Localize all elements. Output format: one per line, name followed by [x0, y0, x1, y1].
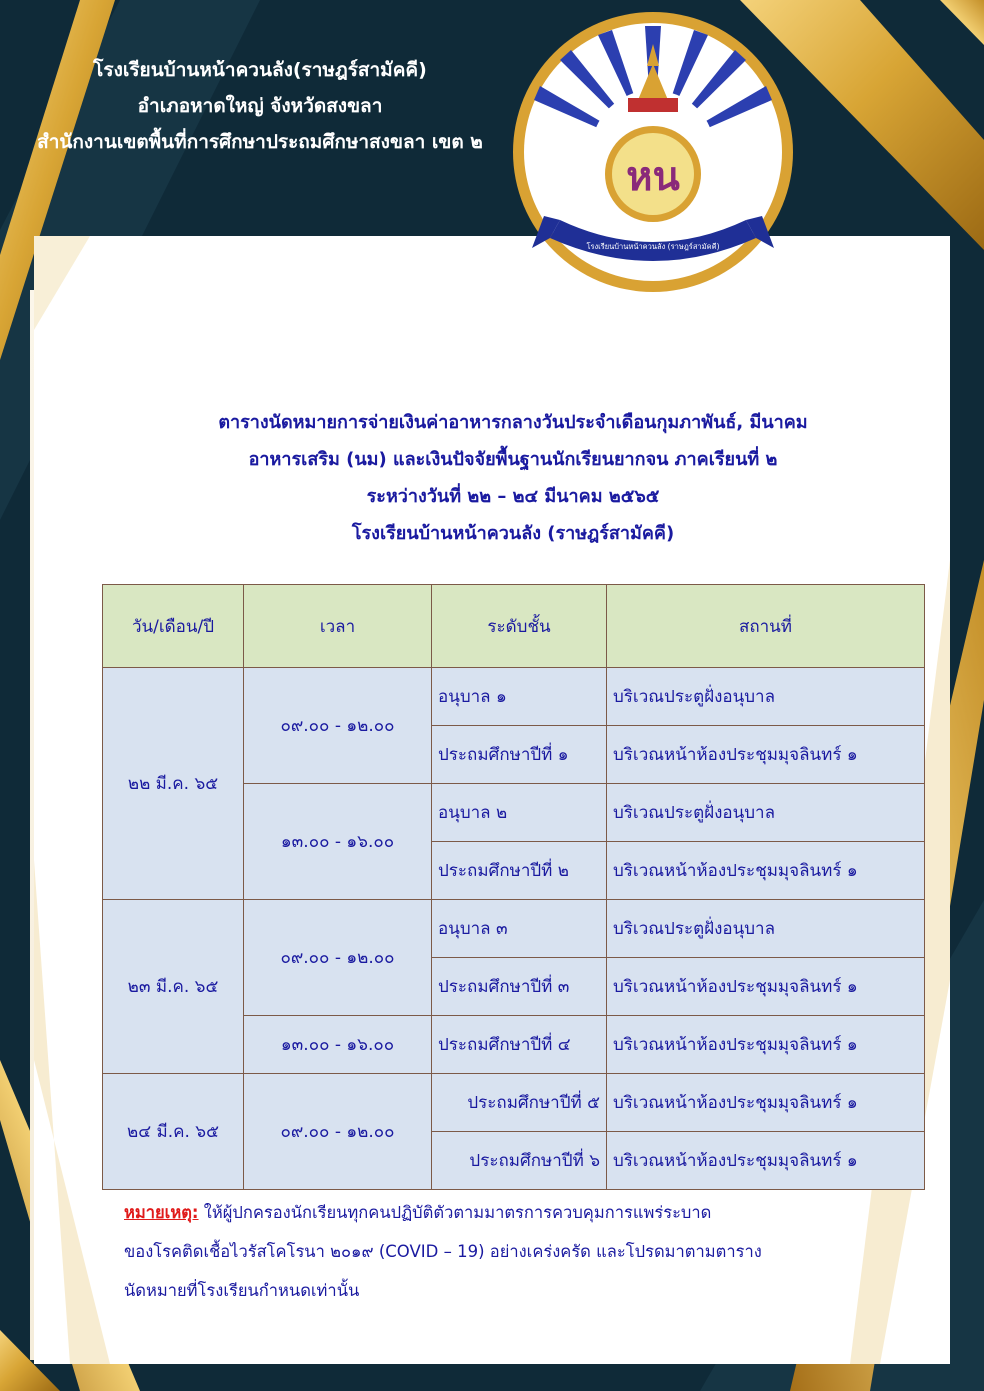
table-header-row	[103, 585, 925, 668]
place-cell: บริเวณหน้าห้องประชุมมุจลินทร์ ๑	[607, 1132, 925, 1190]
district-name: อำเภอหาดใหญ่ จังหวัดสงขลา	[137, 95, 383, 117]
time-cell: ๐๙.๐๐ - ๑๒.๐๐	[244, 668, 432, 784]
level-cell: ประถมศึกษาปีที่ ๕	[432, 1074, 607, 1132]
time-cell: ๑๓.๐๐ - ๑๖.๐๐	[244, 784, 432, 900]
level-cell: ประถมศึกษาปีที่ ๖	[432, 1132, 607, 1190]
place-cell: บริเวณหน้าห้องประชุมมุจลินทร์ ๑	[607, 1074, 925, 1132]
date-cell: ๒๒ มี.ค. ๖๕	[103, 668, 244, 900]
logo-ribbon-text: โรงเรียนบ้านหน้าควนลัง (ราษฎร์สามัคคี)	[586, 242, 720, 251]
title-line-4: โรงเรียนบ้านหน้าควนลัง (ราษฎร์สามัคคี)	[351, 523, 675, 544]
table-row	[103, 1074, 925, 1132]
place-cell: บริเวณหน้าห้องประชุมมุจลินทร์ ๑	[607, 1016, 925, 1074]
header	[0, 52, 520, 160]
note-line-1	[124, 1193, 914, 1232]
level-cell: ประถมศึกษาปีที่ ๓	[432, 958, 607, 1016]
title-line-1: ตารางนัดหมายการจ่ายเงินค่าอาหารกลางวันประจำเดือนกุมภาพันธ์, มีนาคม	[218, 412, 808, 433]
place-cell: บริเวณหน้าห้องประชุมมุจลินทร์ ๑	[607, 726, 925, 784]
time-cell: ๑๓.๐๐ - ๑๖.๐๐	[244, 1016, 432, 1074]
note	[124, 1193, 914, 1310]
table-row	[103, 900, 925, 958]
place-cell: บริเวณประตูฝั่งอนุบาล	[607, 668, 925, 726]
place-cell: บริเวณประตูฝั่งอนุบาล	[607, 900, 925, 958]
header-date: วัน/เดือน/ปี	[103, 585, 244, 668]
note-line-3: นัดหมายที่โรงเรียนกำหนดเท่านั้น	[124, 1281, 360, 1300]
place-cell: บริเวณหน้าห้องประชุมมุจลินทร์ ๑	[607, 958, 925, 1016]
level-cell: อนุบาล ๑	[432, 668, 607, 726]
logo-monogram: หน	[626, 154, 680, 200]
time-cell: ๐๙.๐๐ - ๑๒.๐๐	[244, 900, 432, 1016]
school-name: โรงเรียนบ้านหน้าควนลัง(ราษฎร์สามัคคี)	[93, 59, 427, 81]
level-cell: ประถมศึกษาปีที่ ๑	[432, 726, 607, 784]
note-text-1: ให้ผู้ปกครองนักเรียนทุกคนปฏิบัติตัวตามมาตรการควบคุมการแพร่ระบาด	[198, 1203, 712, 1222]
header-place: สถานที่	[607, 585, 925, 668]
schedule-table	[102, 584, 925, 1190]
level-cell: ประถมศึกษาปีที่ ๔	[432, 1016, 607, 1074]
level-cell: อนุบาล ๒	[432, 784, 607, 842]
title-line-2: อาหารเสริม (นม) และเงินปัจจัยพื้นฐานนักเรียนยากจน ภาคเรียนที่ ๒	[248, 449, 778, 470]
title-line-3: ระหว่างวันที่ ๒๒ – ๒๔ มีนาคม ๒๕๖๕	[366, 486, 660, 507]
document-title	[100, 404, 926, 552]
level-cell: ประถมศึกษาปีที่ ๒	[432, 842, 607, 900]
header-time: เวลา	[244, 585, 432, 668]
table-row	[103, 668, 925, 726]
education-office: สำนักงานเขตพื้นที่การศึกษาประถมศึกษาสงขลา เขต ๒	[37, 131, 483, 153]
place-cell: บริเวณประตูฝั่งอนุบาล	[607, 784, 925, 842]
note-line-2: ของโรคติดเชื้อไวรัสโคโรนา ๒๐๑๙ (COVID – 19) อย่างเคร่งครัด และโปรดมาตามตาราง	[124, 1242, 762, 1261]
date-cell: ๒๓ มี.ค. ๖๕	[103, 900, 244, 1074]
time-cell: ๐๙.๐๐ - ๑๒.๐๐	[244, 1074, 432, 1190]
header-level: ระดับชั้น	[432, 585, 607, 668]
place-cell: บริเวณหน้าห้องประชุมมุจลินทร์ ๑	[607, 842, 925, 900]
school-logo	[510, 2, 796, 302]
date-cell: ๒๔ มี.ค. ๖๕	[103, 1074, 244, 1190]
level-cell: อนุบาล ๓	[432, 900, 607, 958]
note-label: หมายเหตุ:	[124, 1203, 199, 1222]
